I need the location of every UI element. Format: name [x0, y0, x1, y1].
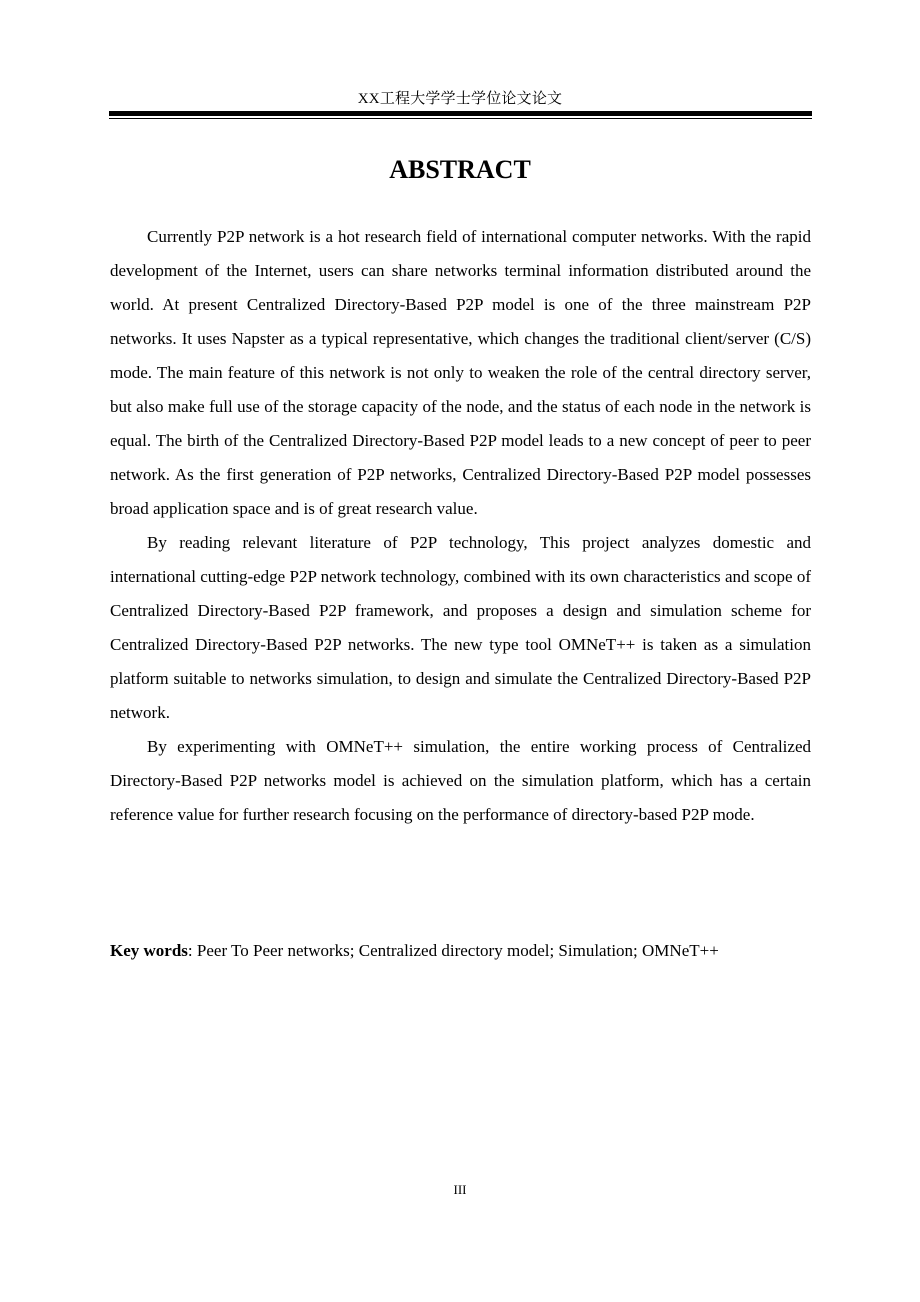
running-header-title: XX工程大学学士学位论文论文 [357, 91, 563, 107]
abstract-body [110, 220, 811, 832]
abstract-heading: ABSTRACT [389, 155, 531, 184]
keywords-label: Key words [110, 941, 188, 960]
abstract-paragraph-2: By reading relevant literature of P2P technology, This project analyzes domestic and international cutting-edge P2P network technology, combined with its own characteristics and scope of Centralized Directory-Based P2P framework, and proposes a design and simulation scheme for Centralized Directory-Based P2P networks. The new type tool OMNeT++ is taken as a simulation platform suitable to networks simulation, to design and simulate the Centralized Directory-Based P2P network. [110, 533, 811, 722]
header-rule-thick [109, 111, 812, 116]
page-number: III [453, 1182, 467, 1197]
keywords-text: Peer To Peer networks; Centralized directory model; Simulation; OMNeT++ [196, 941, 719, 960]
keywords-line [110, 934, 811, 968]
header-rule-thin [109, 118, 812, 119]
abstract-paragraph-1: Currently P2P network is a hot research field of international computer networks. With the rapid development of the Internet, users can share networks terminal information distributed around the world. At present Centralized Directory-Based P2P model is one of the three mainstream P2P networks. It uses Napster as a typical representative, which changes the traditional client/server (C/S) mode. The main feature of this network is not only to weaken the role of the central directory server, but also make full use of the storage capacity of the node, and the status of each node in the network is equal. The birth of the Centralized Directory-Based P2P model leads to a new concept of peer to peer network. As the first generation of P2P networks, Centralized Directory-Based P2P model possesses broad application space and is of great research value. [110, 227, 811, 518]
keywords-separator: : [187, 941, 197, 960]
abstract-paragraph-3: By experimenting with OMNeT++ simulation, the entire working process of Centralized Directory-Based P2P networks model is achieved on the simulation platform, which has a certain reference value for further research focusing on the performance of directory-based P2P mode. [110, 737, 811, 824]
